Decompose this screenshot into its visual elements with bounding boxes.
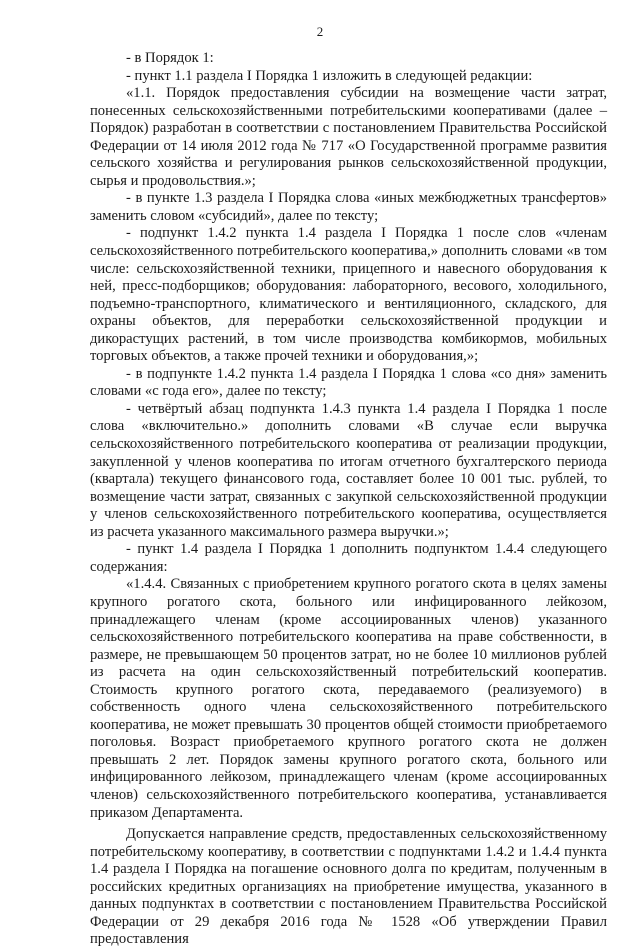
paragraph-subclause-1-4-3-addition: - четвёртый абзац подпункта 1.4.3 пункта 1.4 раздела I Порядка 1 после слова «включительно.» дополнить словами «В случае если выручка сельскохозяйственного потребительского кооператива от реализации продукции, закупленной у членов кооператива по итогам отчетного бухгалтерского периода (квартала) текущего финансового года, составляет более 10 001 тыс. рублей, то возмещение части затрат, связанных с закупкой сельскохозяйственной продукции у членов сельскохозяйственного потребительского кооператива, осуществляется из расчета указанного максимального размера выручки.»; [90,400,607,540]
paragraph-clause-1-4-supplement: - пункт 1.4 раздела I Порядка 1 дополнить подпунктом 1.4.4 следующего содержания: [90,541,607,575]
paragraph-subclause-1-4-2-addition: - подпункт 1.4.2 пункта 1.4 раздела I Порядка 1 после слов «членам сельскохозяйственного потребительского кооператива,» дополнить словами «в том числе: сельскохозяйственной техники, прицепного и навесного оборудования к ней, пресс-подборщиков; оборудования: лабораторного, весового, холодильного, подъемно-транспортного, климатического и вентиляционного, складского, для охраны объектов, для переработки сельскохозяйственной продукции и дикорастущих растений, в том числе производства комбикормов, мобильных торговых объектов, а также прочей техники и оборудования,»; [90,225,607,365]
paragraph-subclause-1-4-4-text: «1.4.4. Связанных с приобретением крупного рогатого скота в целях замены крупного рогатого скота, больного или инфицированного лейкозом, принадлежащего членам (кроме ассоциированных членов) указанного сельскохозяйственного потребительского кооператива на праве собственности, в размере, не превышающем 50 процентов затрат, но не более 10 миллионов рублей из расчета на один сельскохозяйственный потребительский кооператив. Стоимость крупного рогатого скота, передаваемого (реализуемого) в собственность одного члена сельскохозяйственного потребительского кооператива, не может превышать 30 процентов общей стоимости приобретаемого поголовья. Возраст приобретаемого крупного рогатого скота не должен превышать 2 лет. Порядок замены крупного рогатого скота, больного или инфицированного лейкозом, принадлежащего членам (кроме ассоциированных членов) сельскохозяйственного потребительского кооператива, устанавливается приказом Департамента. [90,576,607,821]
paragraph-clause-1-1-text: «1.1. Порядок предоставления субсидии на возмещение части затрат, понесенных сельскохозяйственными потребительскими кооперативами (далее – Порядок) разработан в соответствии с постановлением Правительства Российской Федерации от 14 июля 2012 года № 717 «О Государственной программе развития сельского хозяйства и регулирования рынков сельскохозяйственной продукции, сырья и продовольствия.»; [90,85,607,189]
paragraph-in-order-1: - в Порядок 1: [126,50,214,66]
paragraph-clause-1-3-amendment: - в пункте 1.3 раздела I Порядка слова «иных межбюджетных трансфертов» заменить словом «субсидий», далее по тексту; [90,190,607,224]
paragraph-subclause-1-4-2-replacement: - в подпункте 1.4.2 пункта 1.4 раздела I Порядка 1 слова «со дня» заменить словами «с года его», далее по тексту; [90,365,607,400]
page-number: 2 [316,24,324,39]
paragraph-funds-direction: Допускается направление средств, предоставленных сельскохозяйственному потребительскому кооперативу, в соответствии с подпунктами 1.4.2 и 1.4.4 пункта 1.4 раздела I Порядка на погашение основного долга по кредитам, полученным в российских кредитных организациях на приобретение имущества, указанного в данных подпунктах в соответствии с постановлением Правительства Российской Федерации от 29 декабря 2016 года № 1528 «Об утверждении Правил предоставления [90,826,607,948]
paragraph-clause-1-1-instruction: - пункт 1.1 раздела I Порядка 1 изложить в следующей редакции: [126,67,533,84]
document-body [90,50,607,949]
